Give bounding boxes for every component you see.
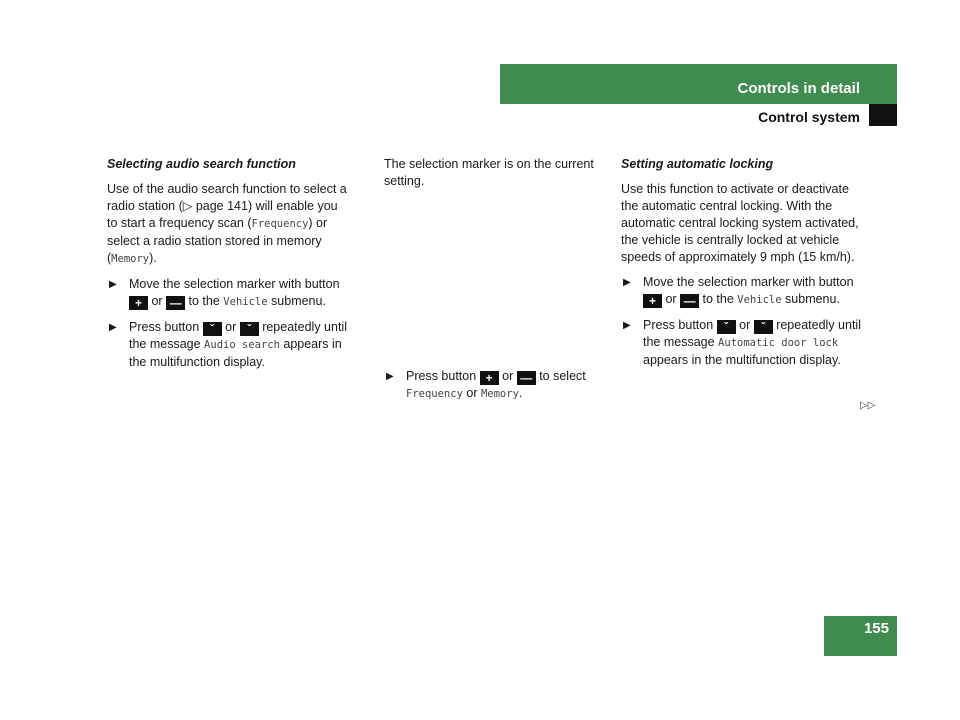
page-number: 155 [863, 620, 889, 637]
display-text-audio-search: Audio search [204, 339, 280, 351]
paragraph-audio-search [107, 181, 351, 268]
display-text-frequency: Frequency [251, 218, 309, 230]
section-title: Controls in detail [737, 80, 860, 97]
text: or [662, 292, 681, 306]
text: to the [699, 292, 738, 306]
paragraph-automatic-locking: Use this function to activate or deactivate the automatic central locking. With the automatic central locking system activated, the vehicle is centrally locked at vehicle speeds of approximately 9 mph (15 km/h). [621, 182, 859, 264]
plus-button-icon: + [643, 294, 662, 308]
column-3 [621, 156, 866, 377]
column-2 [384, 156, 606, 411]
step-move-marker [107, 276, 351, 311]
text: to the [185, 294, 224, 308]
bullet-arrow-icon: ▶ [386, 371, 394, 382]
bullet-arrow-icon: ▶ [623, 277, 631, 288]
text: . [518, 386, 523, 400]
bullet-arrow-icon: ▶ [109, 322, 117, 333]
text: appears in the multifunction display. [643, 353, 841, 367]
minus-button-icon: — [680, 294, 699, 308]
text: Press button [129, 320, 203, 334]
text: ) will enable you to start a frequency scan ( [107, 199, 338, 230]
column-1 [107, 156, 351, 379]
step-press-button [107, 319, 351, 371]
heading-audio-search: Selecting audio search function [107, 157, 296, 171]
text: Move the selection marker with button [129, 277, 340, 291]
continued-arrow-icon: ▷▷ [860, 400, 876, 411]
down-button-icon: ˇ [754, 320, 773, 334]
text: submenu. [781, 292, 840, 306]
subsection-title: Control system [758, 109, 860, 125]
heading-automatic-locking: Setting automatic locking [621, 157, 774, 171]
text: or [148, 294, 167, 308]
text: ). [149, 251, 157, 265]
bullet-arrow-icon: ▶ [109, 279, 117, 290]
text: Use of the audio search function to select a radio station ( [107, 182, 347, 213]
up-button-icon: ˇ [203, 322, 222, 336]
text: appears in the multifunction display. [129, 337, 342, 369]
text: submenu. [267, 294, 326, 308]
step-move-marker [621, 274, 866, 309]
plus-button-icon: + [480, 371, 499, 385]
spacer [384, 198, 606, 368]
page-number-box [824, 616, 897, 656]
text: Press button [643, 318, 717, 332]
text: or [221, 320, 240, 334]
plus-button-icon: + [129, 296, 148, 310]
text: Move the selection marker with button [643, 275, 854, 289]
page-reference: ▷ page 141 [182, 199, 248, 213]
text: ) or select a radio station stored in memory ( [107, 216, 328, 265]
text: Press button [406, 369, 480, 383]
display-text-automatic-door-lock: Automatic door lock [718, 337, 839, 349]
text: repeatedly until the message [643, 318, 861, 349]
text: or [735, 318, 754, 332]
minus-button-icon: — [166, 296, 185, 310]
text: or [498, 369, 517, 383]
step-press-button [621, 317, 866, 369]
paragraph-selection-marker: The selection marker is on the current setting. [384, 157, 594, 188]
display-text-vehicle: Vehicle [737, 294, 782, 306]
text: to select [535, 369, 586, 383]
bullet-arrow-icon: ▶ [623, 320, 631, 331]
text: repeatedly until the message [129, 320, 347, 351]
display-text-frequency: Frequency [406, 388, 463, 400]
step-select-frequency-memory [384, 368, 606, 403]
header-marker [869, 104, 897, 126]
minus-button-icon: — [517, 371, 536, 385]
text: or [462, 386, 481, 400]
display-text-memory: Memory [111, 253, 150, 265]
display-text-vehicle: Vehicle [223, 296, 268, 308]
display-text-memory: Memory [480, 388, 519, 400]
up-button-icon: ˇ [717, 320, 736, 334]
down-button-icon: ˇ [240, 322, 259, 336]
